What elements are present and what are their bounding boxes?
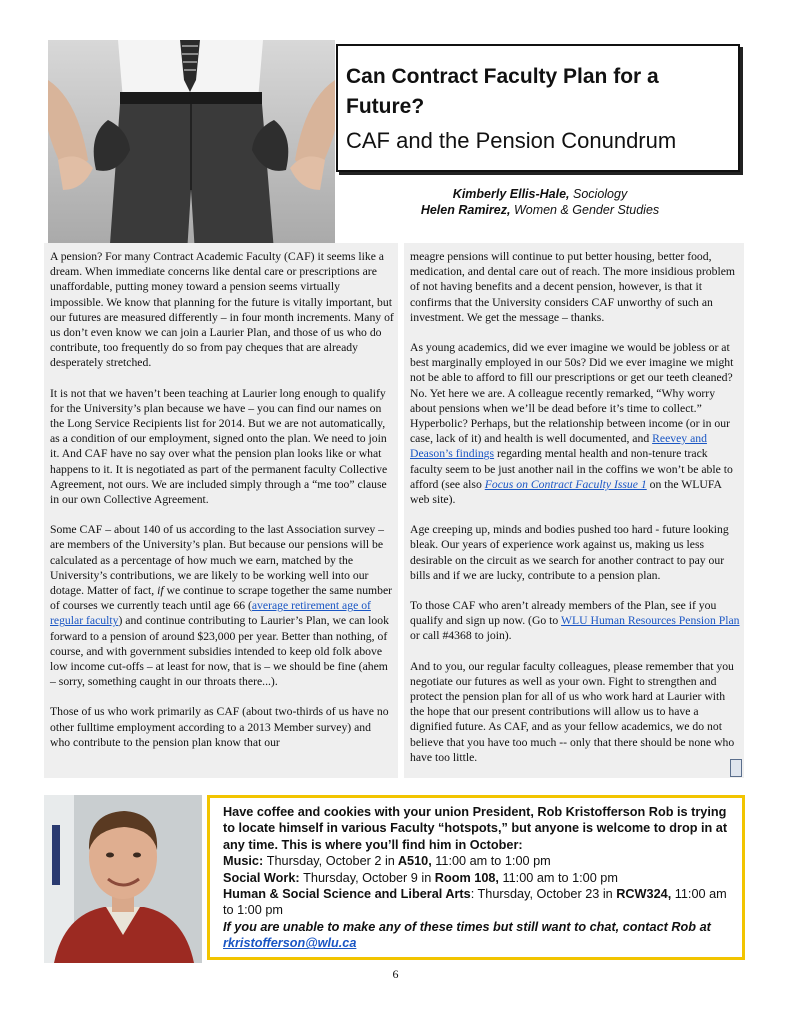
author-name: Helen Ramirez, (420, 203, 511, 217)
paragraph: And to you, our regular faculty colleagues, please remember that you negotiate our futures as well as your own. Fight to strengthen and protect the pension plan for all of us who work hard at Laurier with the hope that our present contributions will allow us to have a dignified future. As CAF, and as your fellow academics, we do not believe that you have too much -- only that there should be none who have too little. (410, 659, 735, 764)
byline (340, 186, 740, 218)
article-title-box (336, 44, 740, 172)
author-line (340, 202, 740, 218)
article-title: Can Contract Faculty Plan for a Future? (346, 65, 659, 118)
schedule-hss (223, 886, 732, 919)
paragraph (410, 598, 740, 644)
paragraph-text: As young academics, did we ever imagine we would be jobless or at best marginally employed in our 50s? Did we ever imagine we might not be able to afford to fill our prescriptions or get our teeth cleaned? No. Yet here we are. A colleague recently remarked, “Why worry about pensions when we’ll be dead before it’s time to collect.” Hyperbolic? Perhaps, but the relationship between income (or in our case, lack of it) and health is well documented, and (410, 341, 734, 446)
emphasis-text: if (157, 584, 164, 598)
paragraph: A pension? For many Contract Academic Faculty (CAF) it seems like a dream. When immediate concerns like dental care or prescriptions are unaffordable, putting money toward a pension seems virtually impossible. We know that planning for the future is vitally important, but our futures are measured differently – in four month increments. Many of us don’t even know we can join a Laurier Plan, and those of us who do contribute, too frequently do so from pay cheques that are already desperately stretched. (50, 250, 394, 370)
reevey-deason-link[interactable]: Reevey and Deason’s findings (410, 432, 707, 461)
schedule-label: Music: (223, 854, 264, 869)
schedule-label: Social Work: (223, 870, 300, 885)
paragraph: meagre pensions will continue to put better housing, better food, medication, and dental care out of reach. The more insidious problem of not having benefits and a decent pension, however, is that it confirms that the University considers CAF unworthy of such an investment. We get the message – thanks. (410, 250, 735, 324)
paragraph-text: regarding mental health and non-tenure track faculty seem to be just another nail in the coffins we won’t be able to afford (see also (410, 447, 733, 491)
schedule-label: Human & Social Science and Liberal Arts (223, 887, 471, 902)
rob-kristofferson-photo (44, 795, 202, 963)
schedule-time: 11:00 am to 1:00 pm (223, 887, 727, 918)
schedule-room: RCW324, (616, 887, 672, 902)
paragraph-text: we continue to scrape together the same number of courses we currently teach until age 66 ( (50, 584, 393, 613)
retirement-age-link[interactable]: average retirement age of regular faculty (50, 599, 371, 628)
paragraph-text: ) and continue contributing to Laurier’s Plan, we can look forward to a pension of around $23,000 per year. Better than nothing, of course, and with government subsidies intended to keep old folk above low income cut-offs – at least for now, that is – we should be fine (ahem – sorry, something caught in our throats there...). (50, 614, 389, 689)
bookmark-icon (730, 759, 742, 777)
schedule-music (223, 853, 732, 869)
schedule-text: Thursday, October 2 in (266, 854, 395, 869)
paragraph: It is not that we haven’t been teaching at Laurier long enough to qualify for the University’s plan because we have – you can find our names on the Long Service Recipients list for 2014. But we are not automatically, as a condition of our employment, signed onto the plan. We need to join it. And CAF have no say over what the pension plan looks like or what happens to it. It is negotiated as part of the permanent faculty Collective Agreement, not ours. We are included simply through a “me too” clause in our own Collective Agreement. (50, 386, 388, 507)
notice-closing (223, 919, 732, 952)
article-column-left (44, 243, 398, 778)
paragraph: Those of us who work primarily as CAF (about two-thirds of us have no other fulltime employment according to a 2013 Member survey) and who contribute to the pension plan know that our (50, 705, 389, 749)
schedule-room: Room 108, (434, 870, 499, 885)
article-subtitle: CAF and the Pension Conundrum (346, 128, 677, 153)
page-number: 6 (392, 967, 399, 981)
notice-intro: Have coffee and cookies with your union President, Rob Kristofferson Rob is trying to locate himself in various Faculty “hotspots,” but anyone is welcome to drop in at any time. This is where you’ll find him in October: (223, 805, 728, 852)
closing-text: If you are unable to make any of these times but still want to chat, contact Rob at (223, 919, 711, 934)
paragraph-text: or call #4368 to join). (410, 629, 512, 643)
schedule-time: 11:00 am to 1:00 pm (435, 854, 551, 869)
paragraph (50, 522, 394, 689)
schedule-text: Thursday, October 9 in (303, 870, 432, 885)
paragraph-text: Some CAF – about 140 of us according to the last Association survey – are members of the University’s plan. But because our pensions will be calculated as a percentage of how much we earn, matched by the University’s contributions, we are likely to be working well into our dotage. Matter of fact, (50, 523, 385, 598)
paragraph-text: To those CAF who aren’t already members of the Plan, see if you qualify and sign up now. (Go to (410, 599, 717, 628)
article-column-right (404, 243, 744, 778)
schedule-room: A510, (397, 854, 432, 869)
hr-pension-plan-link[interactable]: WLU Human Resources Pension Plan (560, 614, 740, 628)
schedule-social-work (223, 870, 732, 886)
paragraph-text: on the WLUFA web site). (410, 477, 722, 507)
coffee-notice-box (207, 795, 745, 960)
email-link[interactable]: rkristofferson@wlu.ca (223, 936, 357, 951)
paragraph: Age creeping up, minds and bodies pushed too hard - future looking bleak. Our years of experience work against us, making us less desirable on the circuit as we search for another contract to pay our bills and if we are lucky, contribute to a pension plan. (410, 523, 729, 582)
schedule-text: : Thursday, October 23 in (470, 887, 613, 902)
author-line (340, 186, 740, 202)
author-name: Kimberly Ellis-Hale, (452, 187, 570, 201)
author-dept: Women & Gender Studies (513, 203, 660, 217)
paragraph (410, 340, 740, 507)
schedule-time: 11:00 am to 1:00 pm (502, 870, 618, 885)
focus-contract-faculty-link[interactable]: Focus on Contract Faculty Issue 1 (484, 477, 647, 491)
author-dept: Sociology (573, 187, 628, 201)
